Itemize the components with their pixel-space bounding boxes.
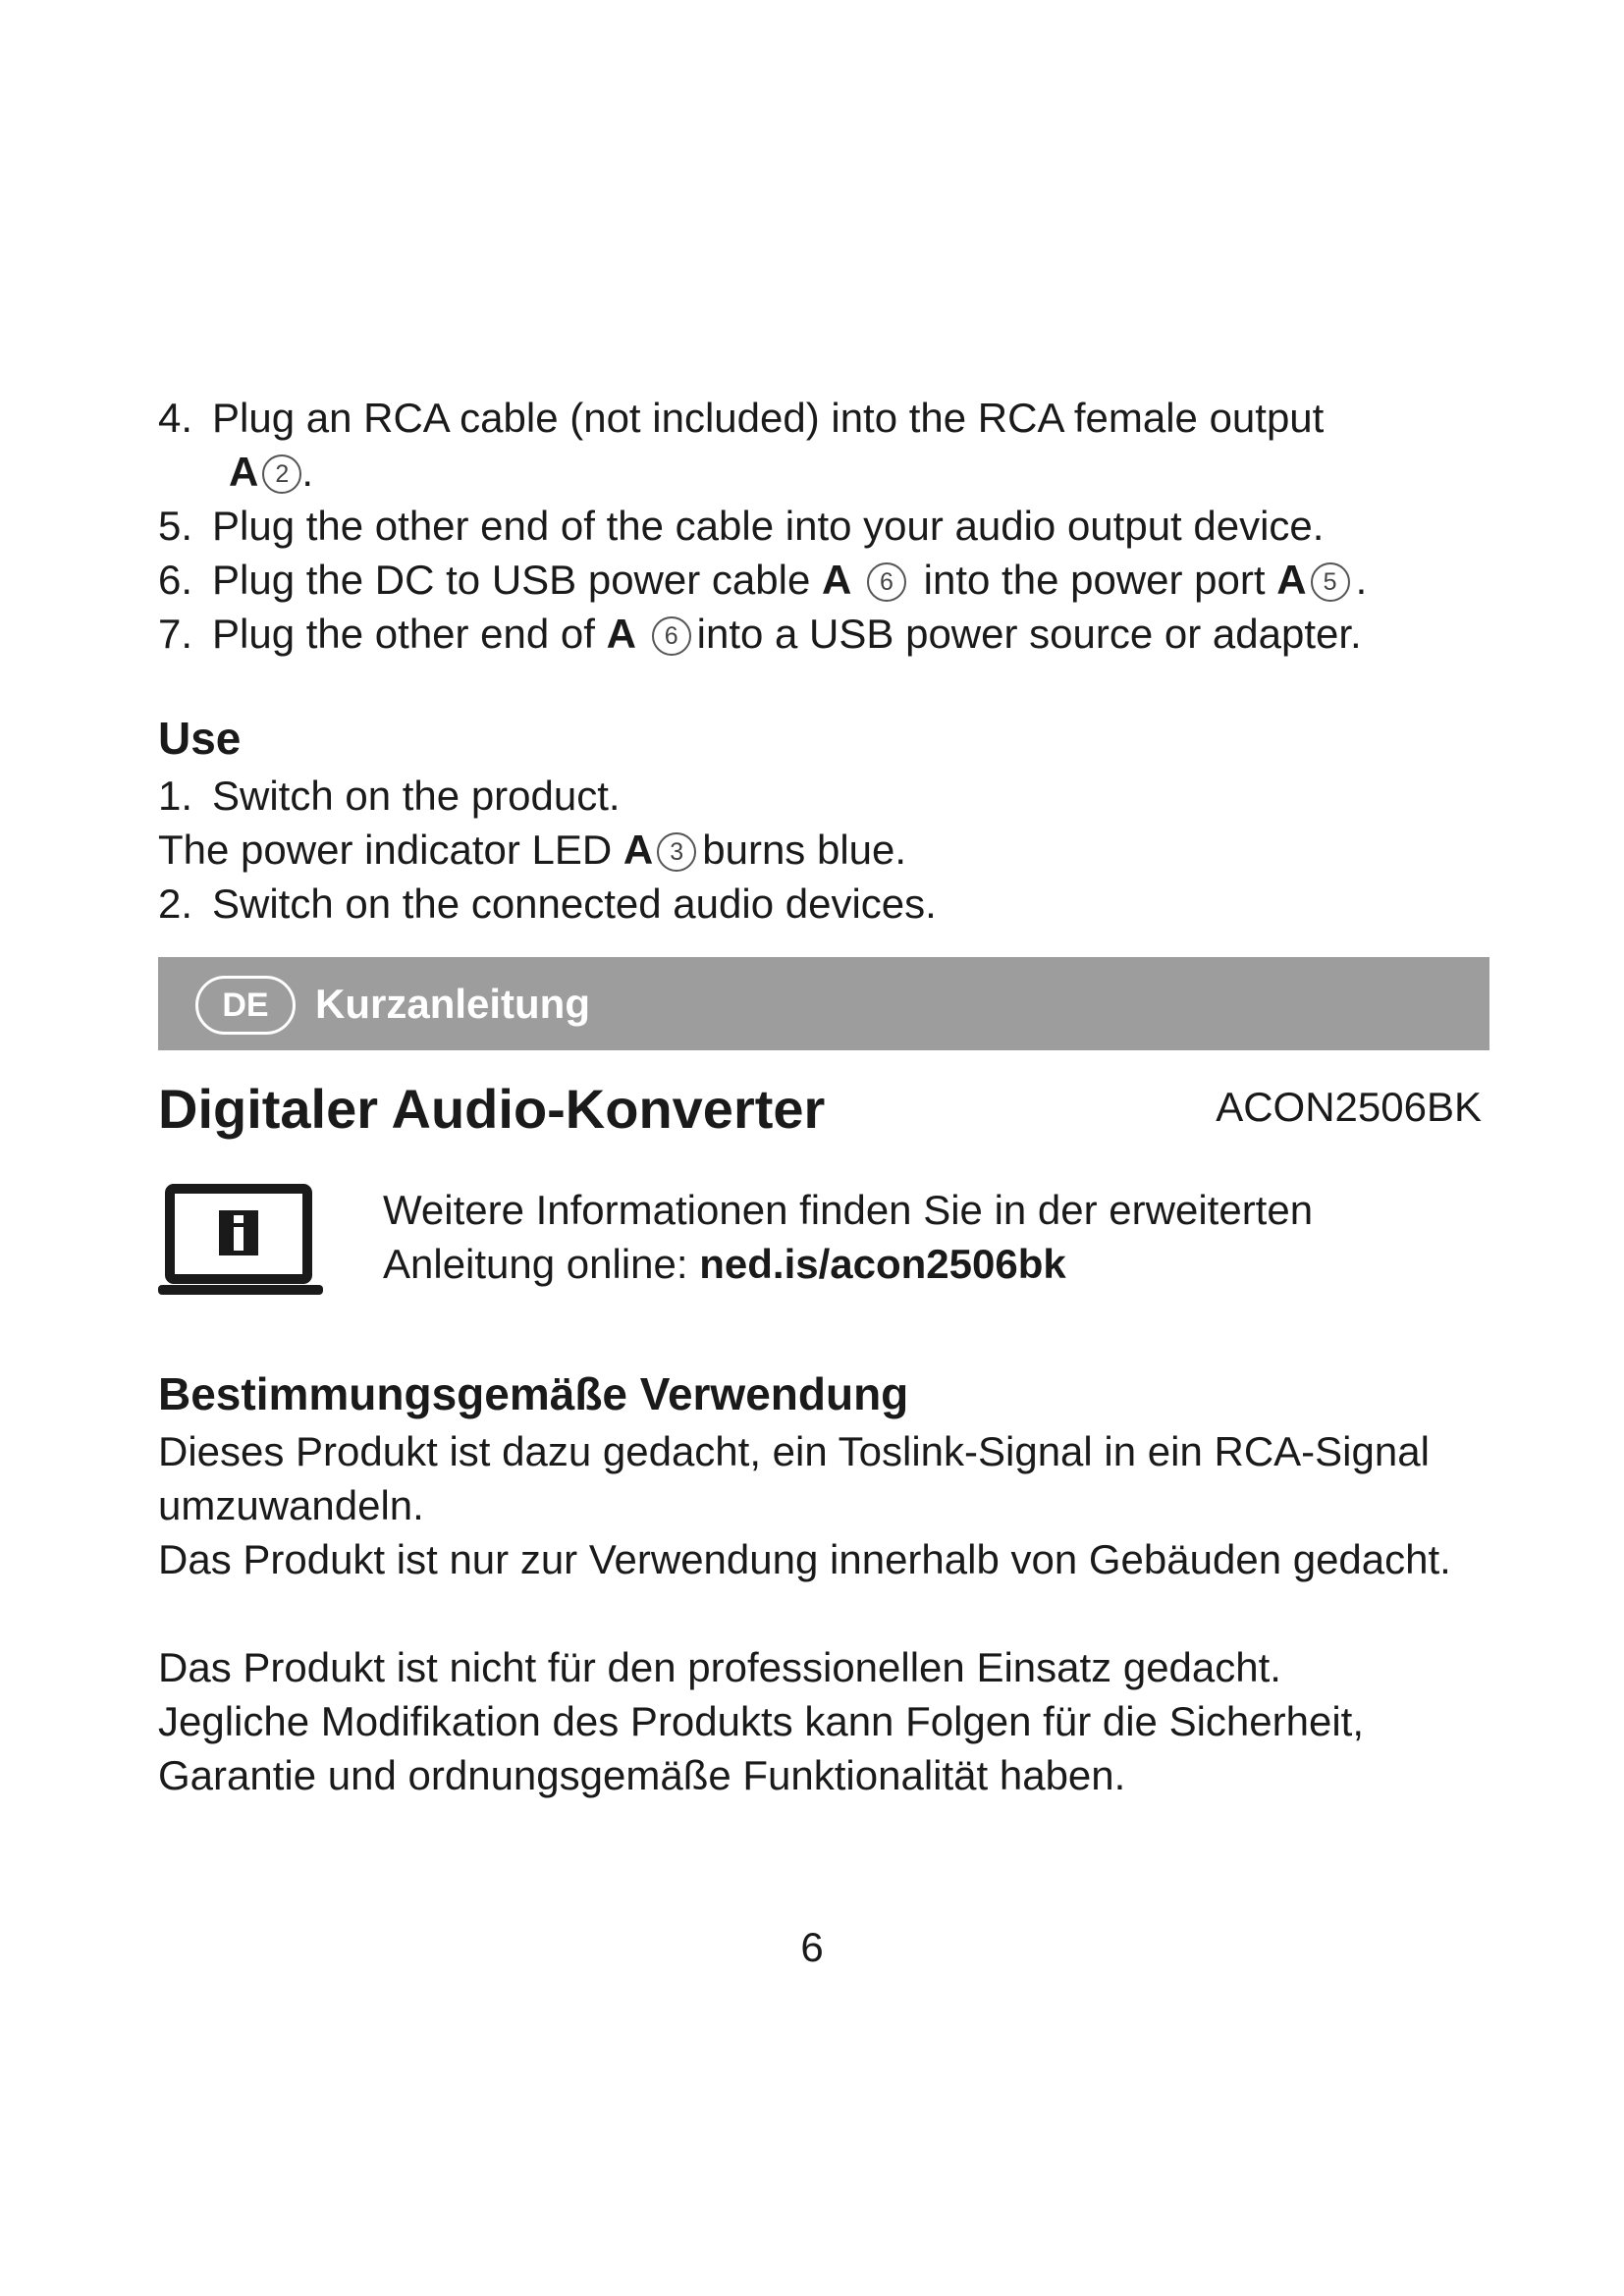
step-5 [158, 499, 1324, 553]
note-text: The power indicator LED [158, 827, 623, 873]
callout-number: 6 [652, 616, 691, 656]
note-text: burns blue. [702, 827, 907, 873]
figure-ref: A [606, 611, 636, 657]
use-heading: Use [158, 713, 242, 764]
callout-number: 3 [657, 832, 696, 872]
language-badge: DE [195, 976, 296, 1035]
figure-ref: A [229, 449, 259, 495]
manual-link[interactable]: ned.is/acon2506bk [699, 1241, 1066, 1287]
step-text: Plug an RCA cable (not included) into the RCA female output [212, 395, 1325, 441]
intended-use-p4: Jegliche Modifikation des Produkts kann Folgen für die Sicherheit, Garantie und ordnungsgemäße Funktionalität haben. [158, 1698, 1365, 1798]
intended-use-p1: Dieses Produkt ist dazu gedacht, ein Toslink-Signal in ein RCA-Signal umzuwandeln. [158, 1428, 1430, 1528]
use-led-note [158, 823, 906, 877]
step-text: Switch on the product. [212, 773, 621, 819]
punctuation: . [1355, 557, 1368, 603]
language-banner [158, 957, 1489, 1050]
step-text: Plug the other end of the cable into your audio output device. [212, 503, 1325, 549]
info-prefix: Anleitung online: [383, 1241, 700, 1287]
page-number: 6 [800, 1924, 824, 1970]
figure-ref: A [1276, 557, 1307, 603]
callout-number: 5 [1311, 562, 1350, 602]
use-step-2 [158, 877, 937, 931]
intended-use-p3: Das Produkt ist nicht für den professionellen Einsatz gedacht. [158, 1644, 1281, 1690]
step-text: Plug the other end of [212, 611, 607, 657]
step-text: Switch on the connected audio devices. [212, 881, 937, 927]
step-text: into a USB power source or adapter. [696, 611, 1362, 657]
step-number: 4. [158, 395, 193, 441]
punctuation: . [301, 449, 314, 495]
model-number: ACON2506BK [1216, 1084, 1482, 1130]
callout-number: 6 [867, 562, 906, 602]
figure-ref: A [821, 557, 852, 603]
callout-number: 2 [262, 454, 301, 494]
info-line-1: Weitere Informationen finden Sie in der erweiterten [383, 1187, 1314, 1233]
step-4-continuation [229, 445, 313, 499]
step-text: into the power port [923, 557, 1277, 603]
step-number: 7. [158, 611, 193, 657]
step-4 [158, 391, 1324, 445]
info-line-2 [383, 1237, 1313, 1291]
product-title: Digitaler Audio-Konverter [158, 1078, 826, 1140]
step-number: 1. [158, 773, 193, 819]
step-7 [158, 607, 1362, 661]
step-6 [158, 553, 1367, 607]
figure-ref: A [623, 827, 654, 873]
step-number: 2. [158, 881, 193, 927]
info-text [383, 1183, 1313, 1291]
step-number: 5. [158, 503, 193, 549]
intended-use-heading: Bestimmungsgemäße Verwendung [158, 1368, 909, 1419]
step-number: 6. [158, 557, 193, 603]
step-text: Plug the DC to USB power cable [212, 557, 822, 603]
laptop-info-icon [158, 1183, 323, 1299]
use-step-1 [158, 769, 621, 823]
intended-use-p2: Das Produkt ist nur zur Verwendung innerhalb von Gebäuden gedacht. [158, 1536, 1451, 1582]
banner-title: Kurzanleitung [315, 981, 590, 1027]
